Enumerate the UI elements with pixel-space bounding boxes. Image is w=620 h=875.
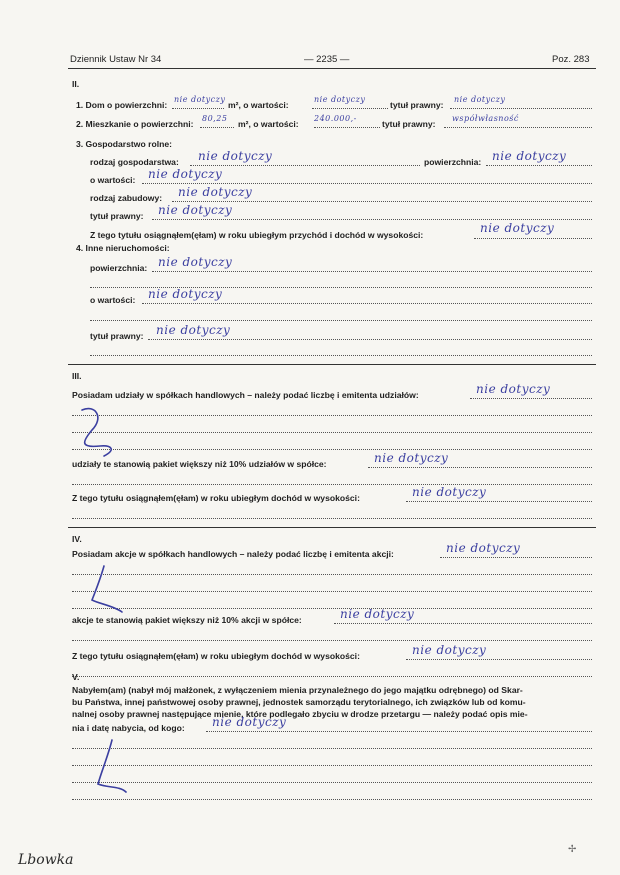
farm-area-label: powierzchnia:	[424, 157, 482, 167]
acquisition-text-line-3: nalnej osoby prawnej następujące mienie, które podlegało zbyciu w drodze przetargu — należy podać opis mie-	[72, 709, 528, 719]
farm-worth-value: nie dotyczy	[148, 167, 223, 181]
other-title-value: nie dotyczy	[156, 323, 231, 337]
farm-build-value: nie dotyczy	[178, 185, 253, 199]
other-area-label: powierzchnia:	[90, 263, 148, 273]
acquisition-text-line-1: Nabyłem(am) (nabył mój małżonek, z wyłączeniem mienia przynależnego do jego majątku odrębnego) od Skar-	[72, 685, 523, 695]
shares-label: Posiadam udziały w spółkach handlowych – należy podać liczbę i emitenta udziałów:	[72, 390, 419, 400]
flat-area-value: 80,25	[202, 114, 228, 123]
stocks-income-label: Z tego tytułu osiągnąłem(ęłam) w roku ubiegłym dochód w wysokości:	[72, 651, 360, 661]
farm-title-label: tytuł prawny:	[90, 211, 144, 221]
flat-worth-label: m², o wartości:	[238, 119, 299, 129]
other-property-label: 4. Inne nieruchomości:	[76, 243, 170, 253]
shares-income-value: nie dotyczy	[412, 485, 487, 499]
farm-title-value: nie dotyczy	[158, 203, 233, 217]
stocks-package-label: akcje te stanowią pakiet większy niż 10% akcji w spółce:	[72, 615, 302, 625]
section-4-heading: IV.	[72, 534, 82, 544]
strike-mark-section-3	[82, 409, 111, 456]
page-number: — 2235 —	[304, 54, 350, 65]
house-title-label: tytuł prawny:	[390, 100, 444, 110]
section-2-heading: II.	[72, 79, 80, 89]
section-3-heading: III.	[72, 371, 82, 381]
shares-package-label: udziały te stanowią pakiet większy niż 10% udziałów w spółce:	[72, 459, 327, 469]
farm-type-label: rodzaj gospodarstwa:	[90, 157, 179, 167]
farm-income-label: Z tego tytułu osiągnąłem(ęłam) w roku ubiegłym przychód i dochód w wysokości:	[90, 230, 424, 240]
acquisition-value: nie dotyczy	[212, 715, 287, 729]
position-number: Poz. 283	[552, 54, 590, 65]
flat-label: 2. Mieszkanie o powierzchni:	[76, 119, 194, 129]
acquisition-text-line-4: nia i datę nabycia, od kogo:	[72, 723, 185, 733]
house-label: 1. Dom o powierzchni:	[76, 100, 168, 110]
flat-worth-value: 240.000,-	[314, 114, 357, 123]
strike-mark-section-4	[92, 566, 122, 612]
farm-label: 3. Gospodarstwo rolne:	[76, 139, 172, 149]
house-worth-label: m², o wartości:	[228, 100, 289, 110]
farm-build-label: rodzaj zabudowy:	[90, 193, 163, 203]
house-area-value: nie dotyczy	[174, 95, 226, 104]
strike-mark-section-5	[98, 740, 126, 792]
section-5-heading: V.	[72, 672, 80, 682]
journal-title: Dziennik Ustaw Nr 34	[70, 54, 162, 65]
stocks-value: nie dotyczy	[446, 541, 521, 555]
signature: Lbowka	[18, 852, 74, 868]
farm-worth-label: o wartości:	[90, 175, 136, 185]
farm-area-value: nie dotyczy	[492, 149, 567, 163]
acquisition-text-line-2: bu Państwa, innej państwowej osoby prawnej, jednostek samorządu terytorialnego, ich związków lub od komu-	[72, 697, 526, 707]
flat-title-value: współwłasność	[452, 114, 519, 123]
other-worth-value: nie dotyczy	[148, 287, 223, 301]
flat-title-label: tytuł prawny:	[382, 119, 436, 129]
other-worth-label: o wartości:	[90, 295, 136, 305]
stocks-income-value: nie dotyczy	[412, 643, 487, 657]
farm-type-value: nie dotyczy	[198, 149, 273, 163]
stocks-package-value: nie dotyczy	[340, 607, 415, 621]
other-title-label: tytuł prawny:	[90, 331, 144, 341]
shares-income-label: Z tego tytułu osiągnąłem(ęłam) w roku ubiegłym dochód w wysokości:	[72, 493, 360, 503]
other-area-value: nie dotyczy	[158, 255, 233, 269]
corner-mark: ✢	[568, 844, 577, 855]
house-title-value: nie dotyczy	[454, 95, 506, 104]
shares-package-value: nie dotyczy	[374, 451, 449, 465]
farm-income-value: nie dotyczy	[480, 221, 555, 235]
house-worth-value: nie dotyczy	[314, 95, 366, 104]
shares-value: nie dotyczy	[476, 382, 551, 396]
stocks-label: Posiadam akcje w spółkach handlowych – należy podać liczbę i emitenta akcji:	[72, 549, 394, 559]
